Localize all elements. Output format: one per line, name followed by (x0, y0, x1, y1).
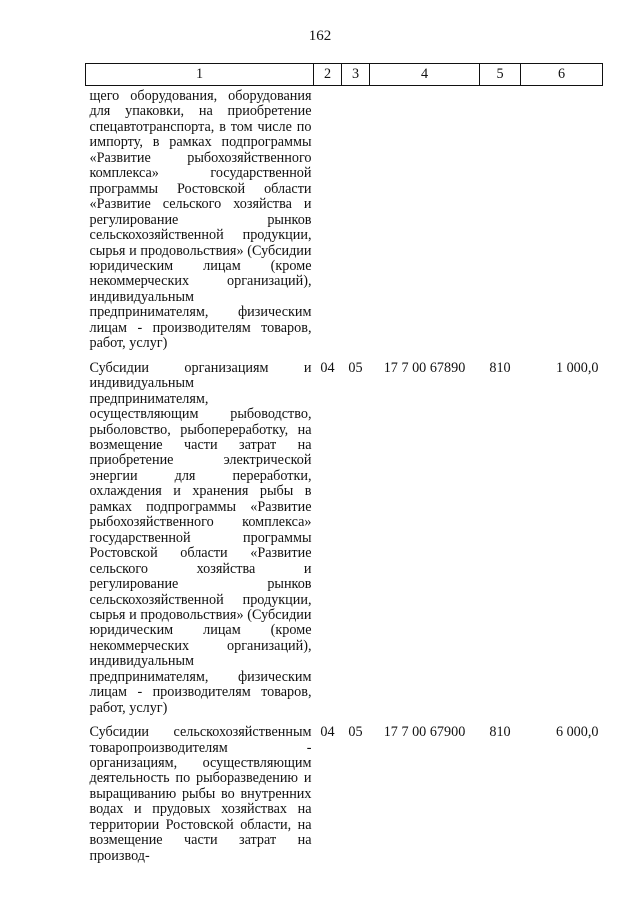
row-section: 04 (320, 359, 335, 376)
row-description: Субсидии сельскохозяйственным товаропроизводителям - организациям, осуществляющим деятельность по рыборазведению и выращиванию рыбы во внутренних водах и прудовых хозяйствах на территории Ростовской области, на возмещение части затрат на производ- (89, 724, 312, 864)
row-expense-type: 810 (489, 359, 511, 376)
budget-table (85, 63, 603, 864)
row-target-article: 17 7 00 67900 (383, 724, 466, 741)
header-cell-1: 1 (86, 64, 314, 86)
row-expense-type (480, 86, 521, 352)
header-cell-3: 3 (342, 64, 370, 86)
header-cell-2: 2 (314, 64, 342, 86)
row-section (314, 86, 342, 352)
header-cell-6: 6 (521, 64, 603, 86)
page-number: 162 (308, 28, 332, 44)
table-header (86, 64, 603, 86)
header-cell-5: 5 (480, 64, 521, 86)
row-subsection: 05 (348, 724, 363, 741)
row-subsection (342, 86, 370, 352)
row-amount: 6 000,0 (555, 724, 599, 741)
row-description: Субсидии организациям и индивидуальным предпринимателям, осуществляющим рыбоводство, рыболовство, рыбопереработку, на возмещение части затрат на приобретение электрической энергии для переработки, охлаждения и хранения рыбы в рамках подпрограммы «Развитие рыбохозяйственного комплекса» государственной программы Ростовской области «Развитие сельского хозяйства и регулирование рынков сельскохозяйственной продукции, сырья и продовольствия» (Субсидии юридическим лицам (кроме некоммерческих организаций), индивидуальным предпринимателям, физическим лицам - производителям товаров, работ, услуг) (89, 359, 312, 716)
table-row (86, 352, 603, 716)
row-subsection: 05 (348, 359, 363, 376)
row-amount (521, 86, 603, 352)
table-row (86, 716, 603, 864)
row-section: 04 (320, 724, 335, 741)
header-cell-4: 4 (370, 64, 480, 86)
table-row (86, 86, 603, 352)
header-row (86, 64, 603, 86)
table-body (86, 86, 603, 865)
row-description: щего оборудования, оборудования для упаковки, на приобретение спецавтотранспорта, в том числе по импорту, в рамках подпрограммы «Развитие рыбохозяйственного комплекса» государственной программы Ростовской области «Развитие сельского хозяйства и регулирование рынков сельскохозяйственной продукции, сырья и продовольствия» (Субсидии юридическим лицам (кроме некоммерческих организаций), индивидуальным предпринимателям, физическим лицам - производителям товаров, работ, услуг) (89, 88, 312, 352)
row-target-article: 17 7 00 67890 (383, 359, 466, 376)
row-expense-type: 810 (489, 724, 511, 741)
row-amount: 1 000,0 (555, 359, 599, 376)
row-target-article (370, 86, 480, 352)
